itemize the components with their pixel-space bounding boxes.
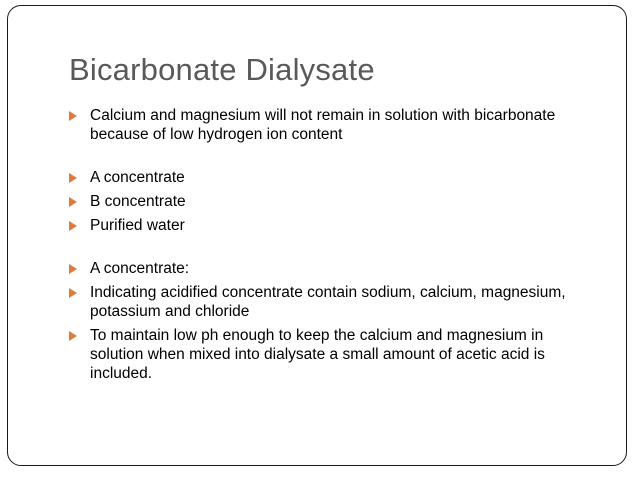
- bullet-text: Calcium and magnesium will not remain in solution with bicarbonate because of low hydrogen ion content: [90, 107, 556, 143]
- bullet-arrow-icon: [69, 288, 77, 298]
- bullet-arrow-icon: [69, 331, 77, 341]
- bullet-text: B concentrate: [90, 193, 186, 210]
- bullet-text: Purified water: [90, 217, 185, 234]
- bullet-item: [69, 192, 599, 211]
- bullet-item: [69, 216, 599, 235]
- bullet-text: Indicating acidified concentrate contain sodium, calcium, magnesium, potassium and chloride: [90, 284, 566, 320]
- bullet-item: [69, 106, 599, 144]
- bullet-item: [69, 168, 599, 187]
- slide-title: Bicarbonate Dialysate: [69, 52, 375, 87]
- bullet-arrow-icon: [69, 111, 77, 121]
- bullet-arrow-icon: [69, 173, 77, 183]
- bullet-text: A concentrate: [90, 169, 185, 186]
- bullet-arrow-icon: [69, 264, 77, 274]
- bullet-arrow-icon: [69, 197, 77, 207]
- bullet-text: A concentrate:: [90, 260, 190, 277]
- bullet-item: [69, 326, 599, 383]
- bullet-list: [69, 106, 599, 388]
- bullet-text: To maintain low ph enough to keep the calcium and magnesium in solution when mixed into dialysate a small amount of acetic acid is included.: [90, 327, 545, 382]
- bullet-item: [69, 283, 599, 321]
- bullet-item: [69, 259, 599, 278]
- bullet-arrow-icon: [69, 221, 77, 231]
